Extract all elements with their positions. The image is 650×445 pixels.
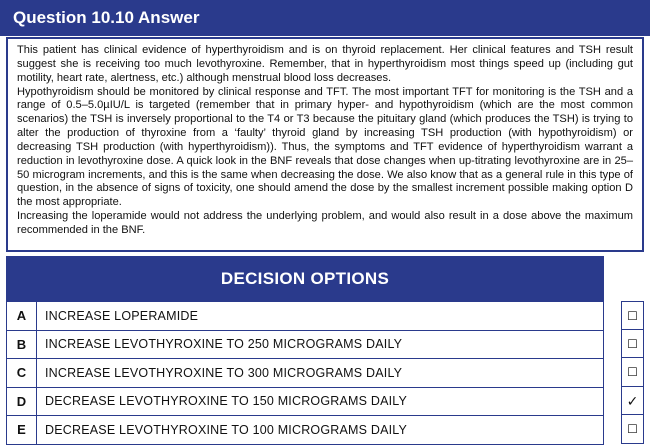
option-b-checkbox[interactable] xyxy=(621,330,644,359)
answer-paragraph: Hypothyroidism should be monitored by clinical response and TFT. The most important TFT for monitoring is the TSH and a range of 0.5–5.0µIU/L is targeted (remember that in primary hyper- and hypothyroidism (which are the most common scenarios) the TSH is inversely proportional to the T4 or T3 because the pituitary gland (which produces the TSH) is trying to alter the production of thyroxine from a ‘faulty’ thyroid gland by increasing TSH production (with hypothyroidism) or decreasing TSH production (with hyperthyroidism)). Thus, the symptoms and TFT evidence of hyperthyroidism warrant a reduction in levothyroxine dose. A quick look in the BNF reveals that dose changes when up-titrating levothyroxine are in 25–50 microgram increments, and this is the same when decreasing the dose. We also know that as a general rule in this type of question, in the absence of signs of toxicity, one should amend the dose by the smallest increment possible making option D the most appropriate. xyxy=(17,85,633,209)
checkbox-empty-icon: ☐ xyxy=(627,365,638,379)
option-letter: D xyxy=(7,387,37,416)
checkbox-empty-icon: ☐ xyxy=(627,422,638,436)
answer-explanation xyxy=(6,37,644,252)
option-d-checkbox[interactable] xyxy=(621,387,644,416)
option-text: INCREASE LEVOTHYROXINE TO 300 MICROGRAMS DAILY xyxy=(37,359,604,388)
checkbox-empty-icon: ☐ xyxy=(627,336,638,351)
option-row-a[interactable] xyxy=(7,302,604,331)
option-letter: E xyxy=(7,416,37,445)
page-title: Question 10.10 Answer xyxy=(13,8,200,27)
option-text: DECREASE LEVOTHYROXINE TO 100 MICROGRAMS DAILY xyxy=(37,416,604,445)
checkbox-empty-icon: ☐ xyxy=(627,309,638,323)
option-text: INCREASE LOPERAMIDE xyxy=(37,302,604,331)
option-a-checkbox[interactable] xyxy=(621,301,644,330)
option-row-e[interactable] xyxy=(7,416,604,445)
option-text: INCREASE LEVOTHYROXINE TO 250 MICROGRAMS DAILY xyxy=(37,330,604,359)
answer-paragraph: Increasing the loperamide would not address the underlying problem, and would also result in a dose above the maximum recommended in the BNF. xyxy=(17,210,633,236)
answer-paragraph: This patient has clinical evidence of hyperthyroidism and is on thyroid replacement. Her clinical features and TSH result suggest she is receiving too much levothyroxine. Remember, that in hyperthyroidism most things speed up (including gut motility, heart rate, alertness, etc.) although menstrual blood loss decreases. xyxy=(17,44,633,84)
answer-header xyxy=(0,0,650,36)
decision-options-table xyxy=(6,301,604,445)
option-row-d[interactable] xyxy=(7,387,604,416)
option-text: DECREASE LEVOTHYROXINE TO 150 MICROGRAMS DAILY xyxy=(37,387,604,416)
option-letter: A xyxy=(7,302,37,331)
decision-options-header xyxy=(6,256,604,301)
option-c-checkbox[interactable] xyxy=(621,358,644,387)
decision-options-title: DECISION OPTIONS xyxy=(220,269,390,288)
option-letter: B xyxy=(7,330,37,359)
option-row-c[interactable] xyxy=(7,359,604,388)
option-letter: C xyxy=(7,359,37,388)
option-e-checkbox[interactable] xyxy=(621,415,644,444)
option-row-b[interactable] xyxy=(7,330,604,359)
answer-checkbox-column xyxy=(621,301,644,444)
checkmark-icon: ✓ xyxy=(626,392,639,409)
